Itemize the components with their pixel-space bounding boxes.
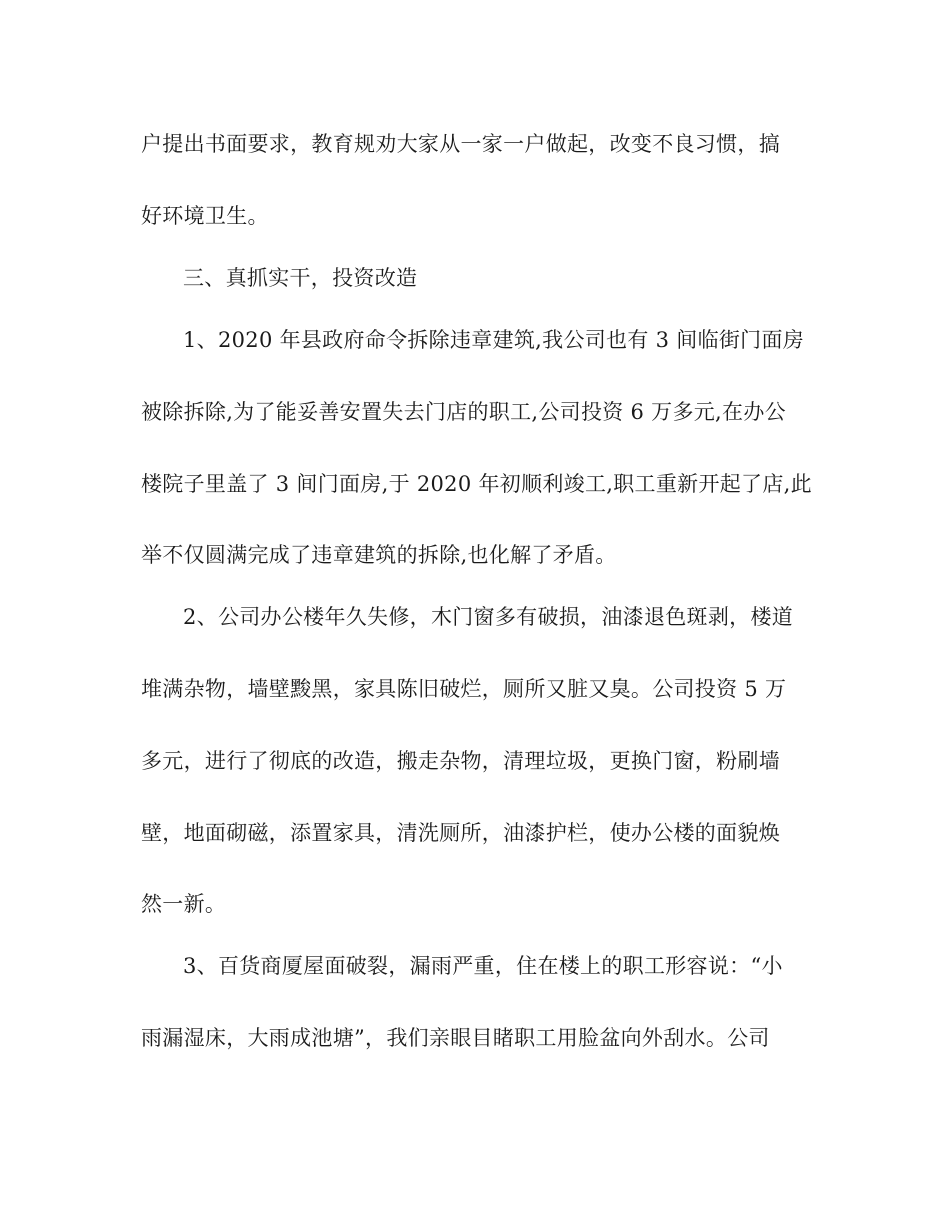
paragraph-line: 3、百货商厦屋面破裂，漏雨严重，住在楼上的职工形容说：“小 (183, 954, 783, 978)
paragraph-line: 雨漏湿床，大雨成池塘”，我们亲眼目睹职工用脸盆向外刮水。公司 (141, 1026, 770, 1050)
paragraph-line: 被除拆除,为了能妥善安置失去门店的职工,公司投资 6 万多元,在办公 (141, 400, 786, 424)
paragraph-line: 户提出书面要求，教育规劝大家从一家一户做起，改变不良习惯，搞 (141, 132, 780, 156)
paragraph-line: 堆满杂物，墙壁黢黑，家具陈旧破烂，厕所又脏又臭。公司投资 5 万 (141, 677, 787, 701)
paragraph-line: 好环境卫生。 (141, 204, 269, 228)
paragraph-line: 举不仅圆满完成了违章建筑的拆除,也化解了矛盾。 (141, 543, 617, 567)
paragraph-line: 多元，进行了彻底的改造，搬走杂物，清理垃圾，更换门窗，粉刷墙 (141, 749, 780, 773)
paragraph-line: 2、公司办公楼年久失修，木门窗多有破损，油漆退色斑剥，楼道 (183, 605, 794, 629)
paragraph-line: 1、2020 年县政府命令拆除违章建筑,我公司也有 3 间临街门面房 (183, 328, 805, 352)
section-heading: 三、真抓实干，投资改造 (183, 266, 418, 290)
paragraph-line: 壁，地面砌磁，添置家具，清洗厕所，油漆护栏，使办公楼的面貌焕 (141, 821, 780, 845)
paragraph-line: 楼院子里盖了 3 间门面房,于 2020 年初顺利竣工,职工重新开起了店,此 (141, 472, 812, 496)
paragraph-line: 然一新。 (141, 892, 227, 916)
